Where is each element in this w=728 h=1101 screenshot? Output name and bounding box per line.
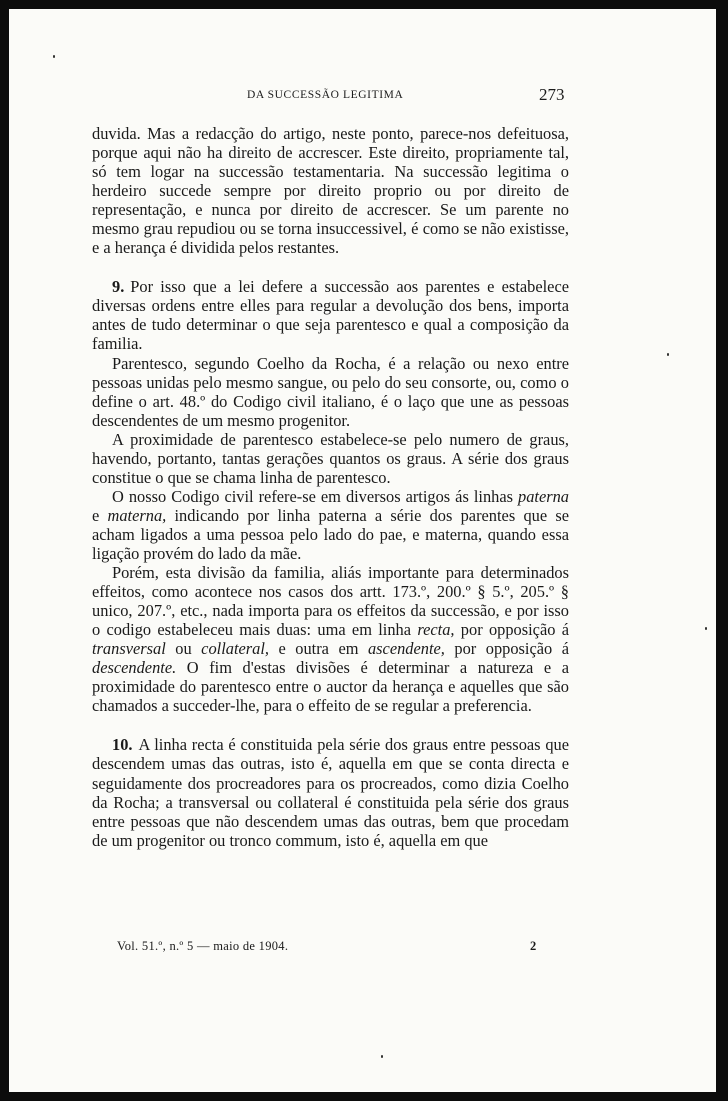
text-run: Por isso que a lei defere a successão aos parentes e estabelece diversas ordens entre elles para regular a devolução dos bens, importa antes de tudo determinar o que seja parentesco e qual a composição da familia. <box>92 277 569 354</box>
text-run: ou <box>165 639 202 659</box>
text-run: indicando por linha paterna a série dos parentes que se acham ligados a uma pessoa pelo lado do pae, e materna, quando essa ligação provém do lado da mãe. <box>92 505 569 563</box>
text-run: A proximidade de parentesco estabelece-se pelo numero de graus, havendo, portanto, tantas gerações quantos os graus. A série dos graus constitue o que se chama linha de parentesco. <box>92 429 569 487</box>
text-run: por opposição á <box>444 639 569 659</box>
paragraph <box>92 354 569 430</box>
text-run: duvida. Mas a redacção do artigo, neste ponto, parece-nos defeituosa, porque aqui não ha direito de accrescer. Este direito, propriamente tal, só tem logar na successão testamentaria. Na successão legitima o herdeiro succede sempre por direito proprio ou por direito de representação, e nunca por direito de accrescer. Se um parente no mesmo grau repudiou ou se torna insuccessivel, é como se não existisse, e a herança é dividida pelos restantes. <box>92 124 569 258</box>
sheet-number: 2 <box>530 939 537 953</box>
body-text <box>92 124 569 850</box>
paragraph <box>92 563 569 715</box>
paper-speck <box>53 55 55 58</box>
text-run: A linha recta é constituida pela série dos graus entre pessoas que descendem umas das outras, isto é, aquella em que se conta directa e seguidamente dos procreadores para os procreados, como dizia Coelho da Rocha; a transversal ou collateral é constituida pela série dos graus entre pessoas que não descendem umas das outras, bem que procedam de um progenitor ou tronco commum, isto é, aquella em que <box>92 735 569 850</box>
italic-term: collateral, <box>201 639 269 659</box>
paragraph <box>92 430 569 487</box>
italic-term: ascendente, <box>367 639 445 659</box>
running-title: DA SUCCESSÃO LEGITIMA <box>247 89 404 101</box>
paper-speck <box>667 353 669 356</box>
page-footer <box>9 939 716 959</box>
italic-term: paterna <box>518 486 569 506</box>
paper-speck <box>705 627 707 630</box>
footer-signature: Vol. 51.º, n.º 5 — maio de 1904. <box>117 939 289 953</box>
paragraph <box>92 487 569 563</box>
text-run: e outra em <box>269 639 368 659</box>
paper-speck <box>381 1055 383 1058</box>
text-run: e <box>92 505 108 525</box>
page-header <box>9 85 716 111</box>
text-run: por opposição á <box>454 620 569 640</box>
italic-term: descendente. <box>92 658 177 678</box>
page-number: 273 <box>539 85 565 104</box>
paragraph <box>92 124 569 257</box>
italic-term: transversal <box>92 639 166 659</box>
paragraph-section-10 <box>92 735 569 849</box>
text-run: Porém, esta divisão da familia, aliás importante para determinados effeitos, como acontece nos casos dos artt. 173.º, 200.º § 5.º, 205.º § unico, 207.º, etc., nada importa para os effeitos da successão, e por isso o codigo estabeleceu mais duas: uma em linha <box>92 563 569 640</box>
text-run: O nosso Codigo civil refere-se em diversos artigos ás linhas <box>112 486 518 506</box>
paragraph-section-9 <box>92 277 569 353</box>
book-page <box>9 9 716 1092</box>
section-number: 10. <box>112 735 133 755</box>
text-run: Parentesco, segundo Coelho da Rocha, é a relação ou nexo entre pessoas unidas pelo mesmo sangue, ou pelo do seu consorte, ou, como o define o art. 48.º do Codigo civil italiano, é o laço que une as pessoas descendentes de um mesmo progenitor. <box>92 353 569 430</box>
italic-term: recta, <box>417 620 455 640</box>
text-run: O fim d'estas divisões é determinar a natureza e a proximidade do parentesco entre o auctor da herança e aquelles que são chamados a succeder-lhe, para o effeito de se regular a preferencia. <box>92 658 569 716</box>
section-number: 9. <box>112 277 125 297</box>
italic-term: materna, <box>107 505 167 525</box>
